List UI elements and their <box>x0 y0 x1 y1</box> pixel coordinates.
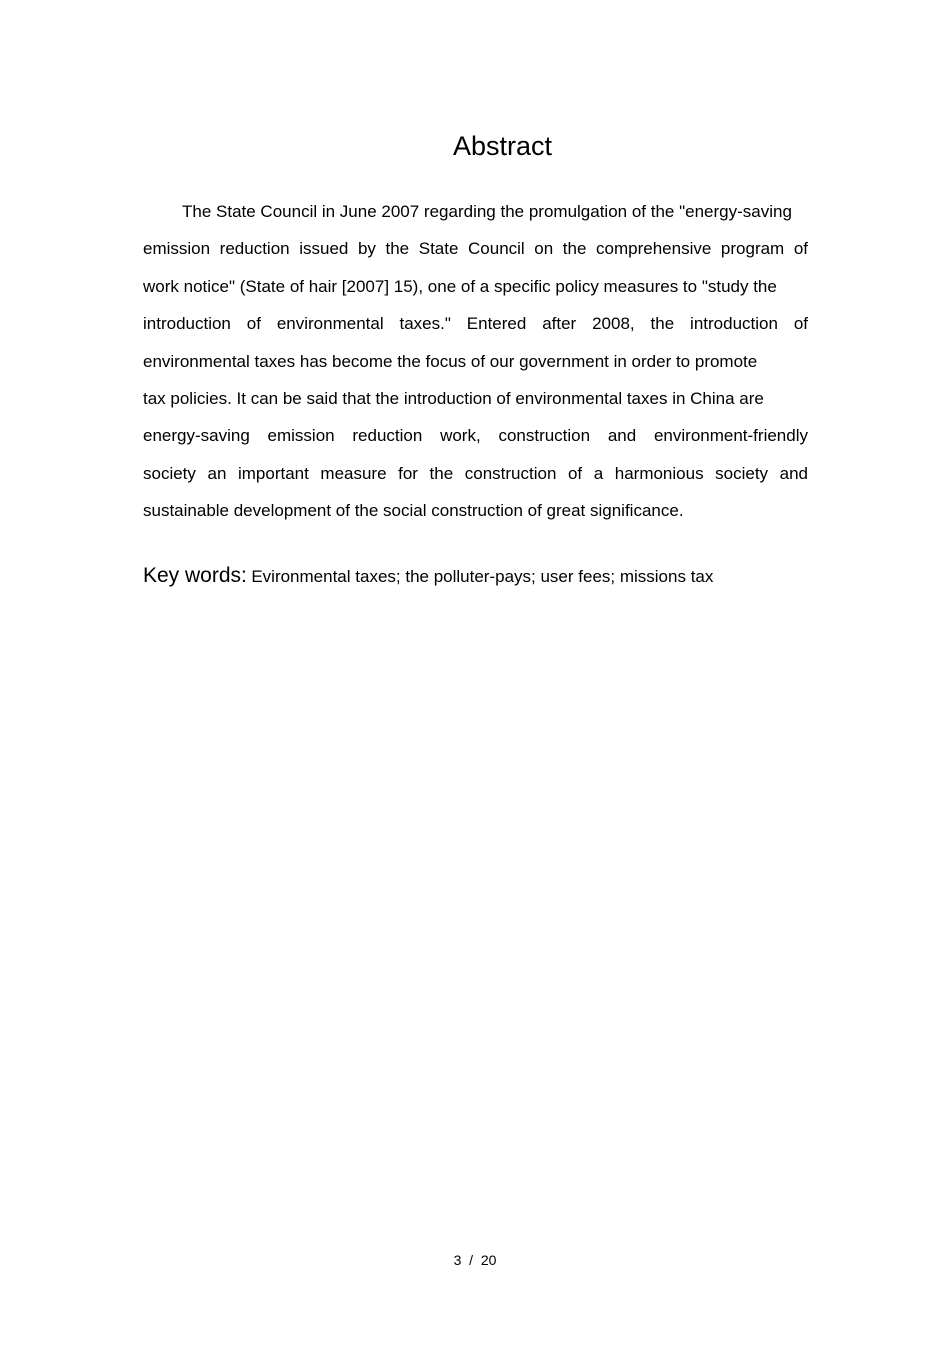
keywords-value: Evironmental taxes; the polluter-pays; user fees; missions tax <box>251 567 714 586</box>
keywords-label: Key words: <box>143 564 247 587</box>
page-number: 3 / 20 <box>453 1252 497 1268</box>
abstract-line: environmental taxes has become the focus of our government in order to promote <box>143 351 758 371</box>
abstract-line: energy-saving emission reduction work, construction and environment-friendly <box>143 426 808 446</box>
abstract-line: society an important measure for the construction of a harmonious society and <box>143 463 808 483</box>
abstract-line: work notice" (State of hair [2007] 15), one of a specific policy measures to "study the <box>143 276 777 296</box>
abstract-body <box>143 193 808 530</box>
abstract-line: The State Council in June 2007 regarding the promulgation of the "energy-saving <box>182 202 792 221</box>
abstract-line: emission reduction issued by the State Council on the comprehensive program of <box>143 239 808 259</box>
abstract-line: tax policies. It can be said that the introduction of environmental taxes in China are <box>143 388 764 408</box>
abstract-line: introduction of environmental taxes." Entered after 2008, the introduction of <box>143 314 808 334</box>
abstract-line: sustainable development of the social construction of great significance. <box>143 501 684 521</box>
abstract-title: Abstract <box>452 131 553 161</box>
keywords <box>143 564 713 588</box>
